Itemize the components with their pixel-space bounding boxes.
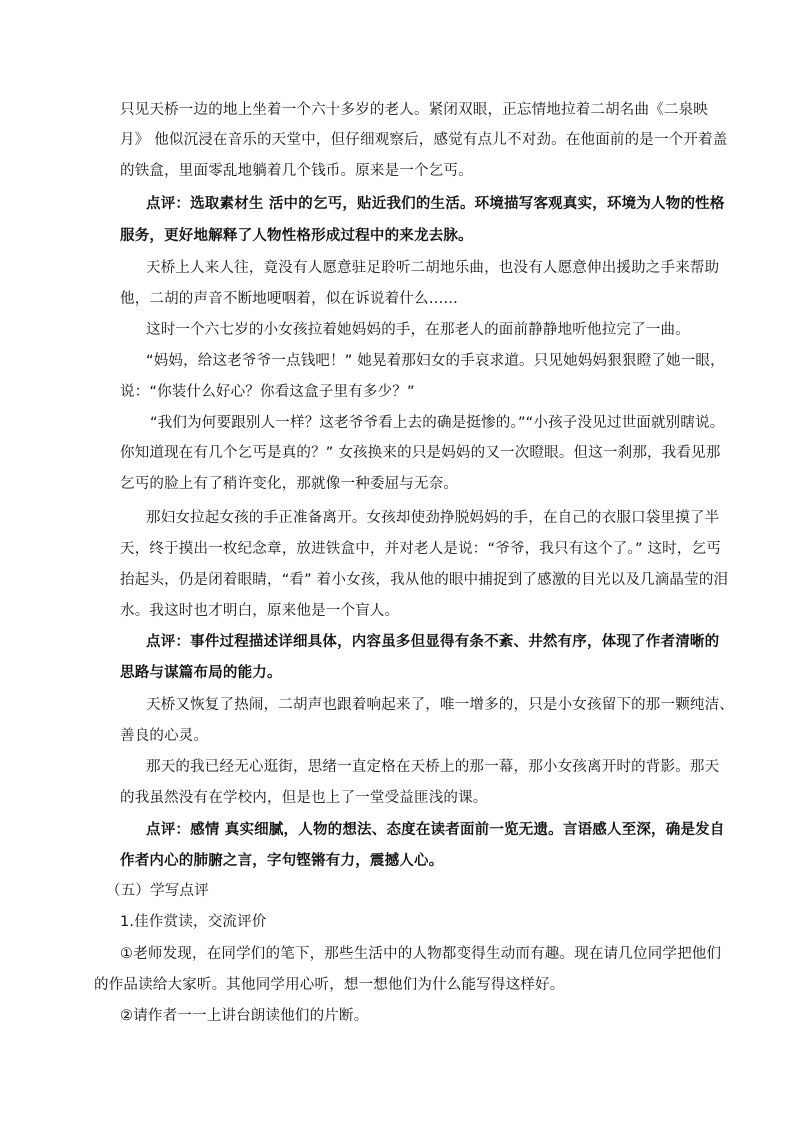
paragraph-line: 他，二胡的声音不断地哽咽着，似在诉说着什么…… [120,291,459,307]
paragraph-line: 抬起头，仍是闭着眼睛，“看” 着小女孩，我从他的眼中捕捉到了感激的目光以及几滴晶莹的泪 [120,572,729,588]
subsection-heading: 1.佳作赏读，交流评价 [120,914,267,930]
paragraph-line: 的我虽然没有在学校内，但是也上了一堂受益匪浅的课。 [120,790,488,806]
comment-line: 作者内心的肺腑之言，字句铿锵有力，震撼人心。 [120,853,444,869]
comment-line: 服务，更好地解释了人物性格形成过程中的来龙去脉。 [120,228,473,244]
paragraph-line: 那天的我已经无心逛街，思绪一直定格在天桥上的那一幕，那小女孩离开时的背影。那天 [146,759,720,775]
paragraph-line: 月》 他似沉浸在音乐的天堂中，但仔细观察后，感觉有点儿不对劲。在他面前的是一个开着盖 [120,132,728,148]
comment-line: 点评：选取素材生 活中的乞丐，贴近我们的生活。环境描写客观真实，环境为人物的性格 [146,196,725,212]
paragraph-line: 你知道现在有几个乞丐是真的？” 女孩换来的只是妈妈的又一次瞪眼。但这一刹那，我看见那 [120,445,721,461]
comment-line: 思路与谋篇布局的能力。 [120,665,282,681]
paragraph-line: 的铁盒，里面零乱地躺着几个钱币。原来是一个乞丐。 [120,163,473,179]
section-heading: （五）学写点评 [106,883,209,899]
paragraph-line: “我们为何要跟别人一样？这老爷爷看上去的确是挺惨的。”“小孩子没见过世面就别瞎说。 [150,415,725,431]
paragraph-line: 只见天桥一边的地上坐着一个六十多岁的老人。紧闭双眼，正忘情地拉着二胡名曲《二泉映 [120,102,708,118]
paragraph-line: 的作品读给大家听。其他同学用心听，想一想他们为什么能写得这样好。 [94,977,565,993]
comment-line: 点评：感情 真实细腻，人物的想法、态度在读者面前一览无遗。言语感人至深，确是发自 [146,822,725,838]
paragraph-line: 天，终于摸出一枚纪念章，放进铁盒中，并对老人是说：“爷爷，我只有这个了。” 这时，乞丐 [120,541,721,557]
paragraph-line: ②请作者一一上讲台朗读他们的片断。 [120,1008,369,1024]
paragraph-line: 天桥又恢复了热闹，二胡声也跟着响起来了，唯一增多的，只是小女孩留下的那一颗纯洁、 [146,697,734,713]
paragraph-line: ①老师发现，在同学们的笔下，那些生活中的人物都变得生动而有趣。现在请几位同学把他们 [120,946,722,962]
paragraph-line: 善良的心灵。 [120,728,209,744]
paragraph-line: 水。我这时也才明白，原来他是一个盲人。 [120,603,400,619]
paragraph-line: 那妇女拉起女孩的手正准备离开。女孩却使劲挣脱妈妈的手，在自己的衣服口袋里摸了半 [146,510,720,526]
paragraph-line: 乞丐的脸上有了稍许变化，那就像一种委屈与无奈。 [120,476,459,492]
paragraph-line: 说：“你装什么好心？你看这盒子里有多少？” [120,384,415,400]
comment-line: 点评：事件过程描述详细具体，内容虽多但显得有条不紊、井然有序，体现了作者清晰的 [146,634,720,650]
paragraph-line: 天桥上人来人往，竟没有人愿意驻足聆听二胡地乐曲，也没有人愿意伸出援助之手来帮助 [146,260,720,276]
paragraph-line: “妈妈，给这老爷爷一点钱吧！” 她晃着那妇女的手哀求道。只见她妈妈狠狠瞪了她一眼， [146,353,725,369]
paragraph-line: 这时一个六七岁的小女孩拉着她妈妈的手，在那老人的面前静静地听他拉完了一曲。 [146,322,690,338]
